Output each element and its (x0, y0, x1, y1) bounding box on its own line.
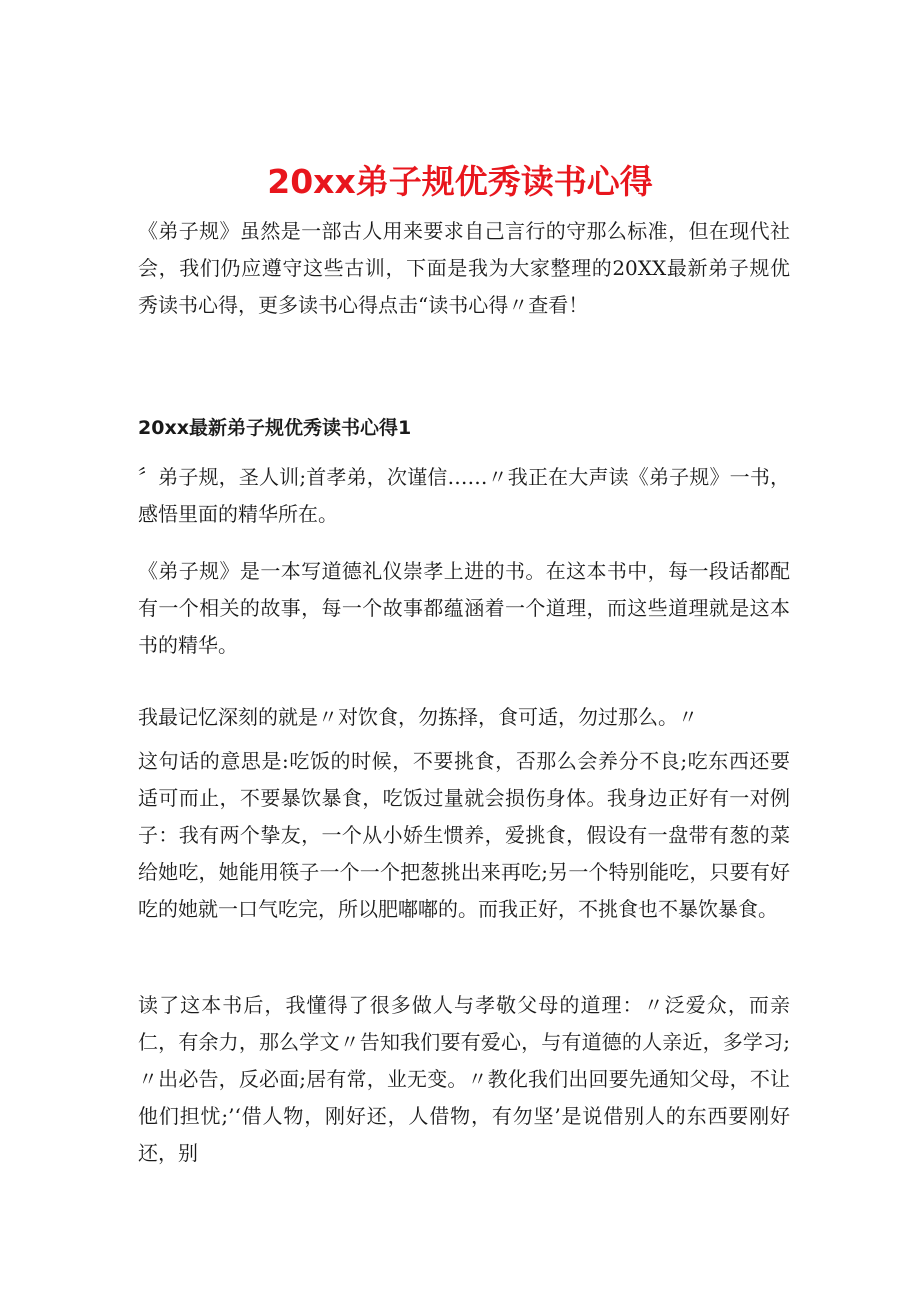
intro-paragraph: 《弟子规》虽然是一部古人用来要求自己言行的守那么标准，但在现代社会，我们仍应遵守这些古训，下面是我为大家整理的20XX最新弟子规优秀读书心得，更多读书心得点击“读书心得〃查看！ (138, 219, 790, 317)
body-paragraph: 我最记忆深刻的就是〃对饮食，勿拣择，食可适，勿过那么。〃 (138, 705, 698, 729)
body-paragraph: 这句话的意思是:吃饭的时候，不要挑食，否那么会养分不良;吃东西还要适可而止，不要暴饮暴食，吃饭过量就会损伤身体。我身边正好有一对例子：我有两个挚友，一个从小娇生惯养，爱挑食，假设有一盘带有葱的菜给她吃，她能用筷子一个一个把葱挑出来再吃;另一个特别能吃，只要有好吃的她就一口气吃完，所以肥嘟嘟的。而我正好，不挑食也不暴饮暴食。 (138, 749, 790, 921)
section-heading: 20xx最新弟子规优秀读书心得1 (138, 417, 412, 439)
title-text: 弟子规优秀读书心得 (355, 162, 653, 202)
body-paragraph: 《弟子规》是一本写道德礼仪崇孝上进的书。在这本书中，每一段话都配有一个相关的故事，每一个故事都蕴涵着一个道理，而这些道理就是这本书的精华。 (138, 559, 790, 657)
title-number: 20xx (267, 162, 356, 202)
body-paragraph: 〞弟子规，圣人训;首孝弟，次谨信……〃我正在大声读《弟子规》一书，感悟里面的精华所在。 (138, 465, 790, 526)
page-title (0, 158, 920, 206)
body-paragraph: 读了这本书后，我懂得了很多做人与孝敬父母的道理：〃泛爱众，而亲仁，有余力，那么学文〃告知我们要有爱心，与有道德的人亲近，多学习;〃出必告，反必面;居有常，业无变。〃教化我们出回要先通知父母，不让他们担忧;’‘借人物，刚好还，人借物，有勿坚’是说借别人的东西要刚好还，别 (138, 993, 790, 1165)
